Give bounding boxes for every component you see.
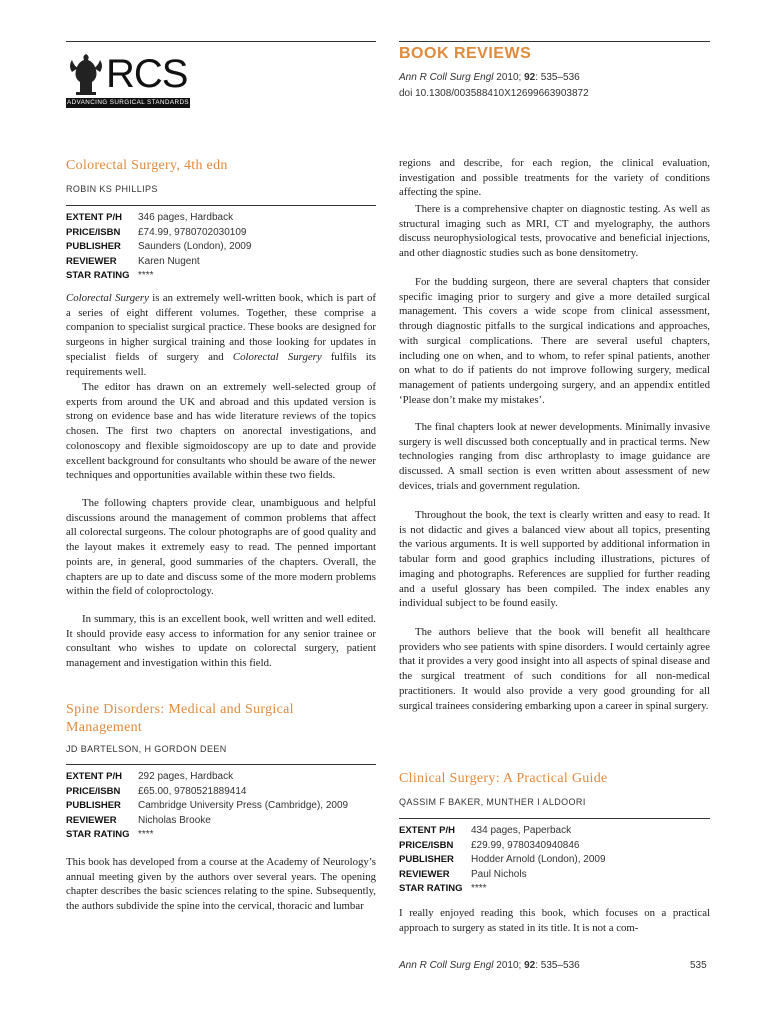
review1-book-name: Colorectal Surgery: [66, 292, 149, 304]
review2-price: £65.00, 9780521889414: [138, 785, 247, 797]
review1-rule: [66, 205, 376, 206]
griffin-crest-icon: [66, 52, 106, 96]
review1-reviewer: Karen Nugent: [138, 255, 200, 267]
review1-text: is an extremely well-written book, which is part of a series of eight different volumes. Together, these comprise a companion to specialist surgical practice. These books are designed for surgeons in higher surgical training and those looking for updates in specialist fields of surgery and: [66, 292, 377, 363]
rating-label: STAR RATING: [399, 883, 463, 894]
review2-extent: 292 pages, Hardback: [138, 771, 234, 782]
extent-label: EXTENT P/H: [66, 212, 122, 223]
review1-paragraph: The editor has drawn on an extremely well-selected group of experts from around the UK and abroad and this updated version is strong on evidence base and has wide literature reviews of the topics chosen. The first two chapters on anorectal investigations, and colonoscopy and flexible sigmoidoscopy are up to date and provide excellent background for consultants who should be aware of the newer techniques and opportunities available within these two fields.: [66, 381, 377, 482]
review2-meta: [66, 770, 376, 843]
price-label: PRICE/ISBN: [66, 785, 121, 797]
section-title: BOOK REVIEWS: [399, 45, 532, 62]
reviewer-label: REVIEWER: [66, 814, 117, 826]
publisher-label: PUBLISHER: [66, 800, 121, 811]
review2-paragraph: The final chapters look at newer developments. Minimally invasive surgery is well discussed both conceptually and in practical terms. New technologies ranging from disc arthroplasty to image guidance are discussed. A small section is even written about assessment of new devices, trials and government regulation.: [399, 421, 710, 492]
review2-title-line: Spine Disorders: Medical and Surgical: [66, 702, 294, 717]
rating-label: STAR RATING: [66, 270, 130, 281]
doi: doi 10.1308/003588410X12699663903872: [399, 88, 589, 99]
reviewer-label: REVIEWER: [399, 868, 450, 880]
review1-meta: [66, 211, 376, 284]
price-label: PRICE/ISBN: [66, 226, 121, 238]
journal-volume: 92: [524, 72, 536, 83]
logo-letters: RCS: [106, 52, 188, 96]
review2-reviewer: Nicholas Brooke: [138, 814, 211, 826]
price-label: PRICE/ISBN: [399, 839, 454, 851]
review3-rule: [399, 818, 710, 819]
footer-citation: [399, 960, 580, 971]
review1-extent: 346 pages, Hardback: [138, 212, 234, 223]
review2-authors: JD BARTELSON, H GORDON DEEN: [66, 744, 227, 754]
rating-label: STAR RATING: [66, 829, 130, 840]
review1-paragraph: [66, 291, 376, 379]
review3-extent: 434 pages, Paperback: [471, 825, 572, 836]
journal-pages: : 535–536: [535, 72, 580, 83]
review1-text: fulfils its requirements well.: [66, 350, 377, 378]
review2-paragraph: There is a comprehensive chapter on diagnostic testing. As well as structural imaging such as MRI, CT and myelography, the authors discuss neurophysiological tests, provocative and beneficial injections, and other diagnostic studies such as bone densitometry.: [399, 203, 710, 260]
review2-title-line: Management: [66, 720, 143, 735]
review3-rating: ****: [471, 883, 487, 894]
review3-reviewer: Paul Nichols: [471, 868, 527, 880]
journal-year: 2010;: [493, 72, 525, 83]
review2-publisher: Cambridge University Press (Cambridge), 2009: [138, 800, 349, 811]
review3-publisher: Hodder Arnold (London), 2009: [471, 854, 606, 865]
review2-paragraph: This book has developed from a course at the Academy of Neurology’s annual meeting given by the authors over several years. The opening chapter describes the basic sciences relating to the spine. Subsequently, the authors subdivide the spine into the cervical, thoracic and lumbar: [66, 856, 376, 913]
review1-authors: ROBIN KS PHILLIPS: [66, 184, 158, 194]
review1-price: £74.99, 9780702030109: [138, 226, 247, 238]
journal-name: Ann R Coll Surg Engl: [399, 960, 494, 971]
review1-paragraph: In summary, this is an excellent book, well written and well edited. It should provide easy access to information for any senior trainee or consultant who wishes to update on colorectal surgery, patient management and investigation within this field.: [66, 613, 376, 670]
journal-pages: : 535–536: [535, 960, 580, 971]
journal-name: Ann R Coll Surg Engl: [399, 72, 494, 83]
logo-tagline: ADVANCING SURGICAL STANDARDS: [67, 99, 189, 106]
review2-paragraph: For the budding surgeon, there are several chapters that consider specific imaging prior to surgery and give a more detailed surgical management. This covers a wide scope from clinical assessment, through diagnostic pitfalls to the surgical indications and approaches, with surgical complications. There are several useful chapters, including one on when, and to whom, to refer spinal patients, another on what to do if patients do not improve following surgery, medical management of patients undergoing surgery, and an appendix entitled ‘Please don’t make my mistakes’.: [399, 276, 710, 406]
top-rule-right: [399, 41, 710, 42]
review2-rule: [66, 764, 376, 765]
review1-paragraph: The following chapters provide clear, unambiguous and helpful discussions around the management of common problems that affect all colorectal surgeons. The colour photographs are of good quality and the layout makes it extremely easy to read. The penned important points are, in general, good summaries of the chapters. Overall, the chapters are up to date and discuss some of the more modern problems within the field of coloproctology.: [66, 497, 376, 598]
publisher-label: PUBLISHER: [66, 241, 121, 252]
journal-year: 2010;: [493, 960, 525, 971]
page-number: 535: [690, 960, 707, 971]
top-rule-left: [66, 41, 376, 42]
journal-volume: 92: [524, 960, 536, 971]
review1-rating: ****: [138, 270, 154, 281]
publisher-label: PUBLISHER: [399, 854, 454, 865]
reviewer-label: REVIEWER: [66, 255, 117, 267]
rcs-logo: [66, 52, 190, 110]
review3-meta: [399, 824, 710, 897]
review2-paragraph: Throughout the book, the text is clearly written and easy to read. It is not didactic and gives a balanced view about all topics, presenting the various arguments. It is well supported by additional information in tabular form and good graphics including illustrations, pictures of imaging and photographs. References are supplied for further reading and a useful glossary has been compiled. The index enables any individual subject to be found easily.: [399, 509, 710, 610]
extent-label: EXTENT P/H: [399, 825, 455, 836]
journal-citation: [399, 72, 580, 83]
review3-price: £29.99, 9780340940846: [471, 839, 580, 851]
review1-book-name: Colorectal Surgery: [232, 350, 322, 363]
review3-authors: QASSIM F BAKER, MUNTHER I ALDOORI: [399, 797, 586, 807]
review1-publisher: Saunders (London), 2009: [138, 241, 252, 252]
review2-paragraph: regions and describe, for each region, the clinical evaluation, investigation and possible treatments for the variety of conditions affecting the spine.: [399, 157, 710, 199]
review1-title: Colorectal Surgery, 4th edn: [66, 158, 228, 173]
review3-paragraph: I really enjoyed reading this book, which focuses on a practical approach to surgery as stated in its title. It is not a com-: [399, 907, 710, 934]
review2-paragraph: The authors believe that the book will benefit all healthcare providers who see patients with spine disorders. I would certainly agree that it provides a very good insight into all aspects of spinal disease and the surgical treatment of such conditions for all non-medical practitioners. It would also provide a very good grounding for all surgical trainees considering embarking upon a career in spinal surgery.: [399, 626, 710, 712]
review3-title: Clinical Surgery: A Practical Guide: [399, 771, 608, 786]
review2-rating: ****: [138, 829, 154, 840]
review2-title: [66, 701, 376, 737]
extent-label: EXTENT P/H: [66, 771, 122, 782]
